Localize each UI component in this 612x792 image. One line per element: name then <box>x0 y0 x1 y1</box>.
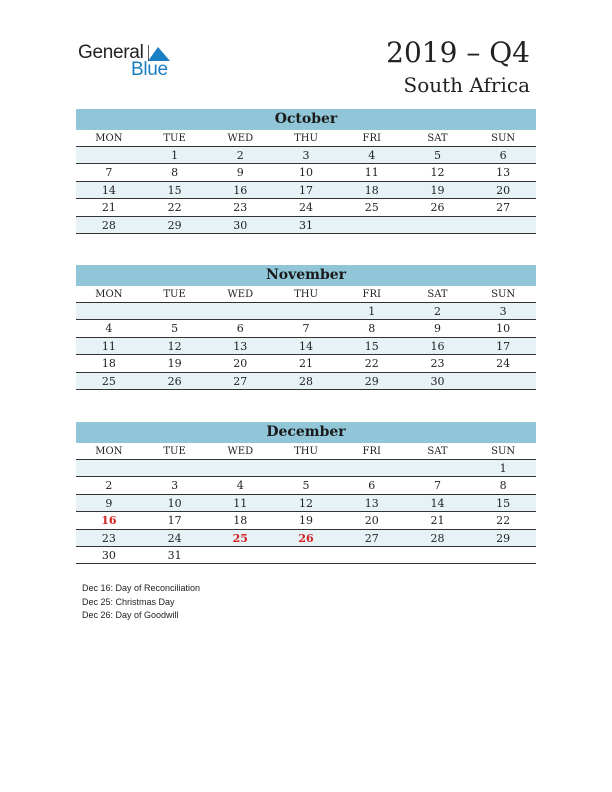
date-cell: 28 <box>430 531 445 545</box>
weekday-label: SAT <box>427 289 448 300</box>
date-cell: 14 <box>299 339 314 353</box>
holiday-note: Dec 26: Day of Goodwill <box>82 610 179 620</box>
holiday-notes <box>82 582 200 623</box>
generalblue-logo <box>78 42 178 82</box>
date-cell: 31 <box>167 548 182 562</box>
date-cell <box>273 303 339 319</box>
week-row <box>76 355 536 372</box>
date-cell: 15 <box>496 496 511 510</box>
week-row <box>76 164 536 181</box>
date-cell <box>207 460 273 476</box>
date-cell: 21 <box>430 514 445 528</box>
week-row <box>76 495 536 512</box>
date-cell: 13 <box>233 339 248 353</box>
weekday-label: MON <box>95 289 123 300</box>
date-cell: 2 <box>105 479 113 493</box>
date-cell: 6 <box>236 322 244 336</box>
country-name: South Africa <box>403 73 530 97</box>
week-row <box>76 512 536 529</box>
date-cell: 11 <box>101 339 116 353</box>
week-row <box>76 530 536 547</box>
date-cell: 19 <box>299 514 314 528</box>
weekday-label: WED <box>227 446 254 457</box>
date-cell: 5 <box>302 479 310 493</box>
date-cell: 8 <box>499 479 507 493</box>
week-row <box>76 373 536 390</box>
date-cell: 9 <box>236 166 244 180</box>
weekday-label: FRI <box>362 289 381 300</box>
weekday-label: MON <box>95 446 123 457</box>
date-cell: 26 <box>167 374 182 388</box>
date-cell: 11 <box>233 496 248 510</box>
date-cell: 14 <box>101 183 116 197</box>
date-cell: 29 <box>167 218 182 232</box>
date-cell: 20 <box>364 514 379 528</box>
date-cell: 7 <box>105 166 113 180</box>
weekday-label: SUN <box>491 446 516 457</box>
date-cell <box>207 303 273 319</box>
weekday-label: FRI <box>362 446 381 457</box>
weekday-header-row <box>76 286 536 303</box>
date-cell <box>273 547 339 563</box>
date-cell: 3 <box>171 479 179 493</box>
date-cell: 31 <box>299 218 314 232</box>
holiday-note: Dec 16: Day of Reconciliation <box>82 583 201 593</box>
date-cell: 14 <box>430 496 445 510</box>
weekday-label: TUE <box>163 133 186 144</box>
weekday-label: WED <box>227 289 254 300</box>
date-cell: 9 <box>105 496 113 510</box>
date-cell: 28 <box>299 374 314 388</box>
date-cell <box>339 547 405 563</box>
week-row <box>76 320 536 337</box>
date-cell: 4 <box>105 322 113 336</box>
date-cell: 24 <box>299 201 314 215</box>
date-cell: 12 <box>299 496 314 510</box>
holiday-date-cell: 26 <box>298 531 314 545</box>
date-cell: 15 <box>167 183 182 197</box>
date-cell: 10 <box>167 496 182 510</box>
month-title: October <box>76 109 536 130</box>
date-cell <box>76 303 142 319</box>
week-row <box>76 182 536 199</box>
date-cell: 16 <box>430 339 445 353</box>
date-cell: 18 <box>233 514 248 528</box>
date-cell: 4 <box>368 149 376 162</box>
month-october <box>76 109 536 234</box>
date-cell: 21 <box>101 201 116 215</box>
date-cell: 9 <box>433 322 441 336</box>
month-title: December <box>76 422 536 443</box>
date-cell: 13 <box>496 166 511 180</box>
date-cell: 12 <box>430 166 445 180</box>
date-cell: 18 <box>364 183 379 197</box>
holiday-note: Dec 25: Christmas Day <box>82 596 175 607</box>
week-row <box>76 217 536 234</box>
date-cell: 27 <box>496 201 511 215</box>
date-cell <box>273 460 339 476</box>
weekday-header-row <box>76 443 536 460</box>
weekday-label: WED <box>227 133 254 144</box>
date-cell: 17 <box>299 183 314 197</box>
date-cell <box>405 547 471 563</box>
weekday-label: THU <box>294 446 318 457</box>
weekday-label: MON <box>95 133 123 144</box>
date-cell: 10 <box>299 166 314 180</box>
month-title: November <box>76 265 536 286</box>
date-cell <box>76 147 142 163</box>
weekday-label: SUN <box>491 133 516 144</box>
date-cell: 5 <box>433 149 441 162</box>
date-cell: 5 <box>171 322 179 336</box>
date-cell <box>470 373 536 389</box>
date-cell: 19 <box>430 183 445 197</box>
date-cell: 20 <box>496 183 511 197</box>
date-cell: 17 <box>167 514 182 528</box>
date-cell: 7 <box>302 322 310 336</box>
date-cell: 20 <box>233 357 248 371</box>
date-cell: 6 <box>499 149 507 162</box>
weekday-label: SAT <box>427 133 448 144</box>
date-cell: 1 <box>499 462 507 475</box>
week-row <box>76 199 536 216</box>
date-cell: 22 <box>364 357 379 371</box>
date-cell: 2 <box>236 149 244 162</box>
month-november <box>76 265 536 390</box>
date-cell: 30 <box>101 548 116 562</box>
date-cell: 21 <box>299 357 314 371</box>
date-cell <box>142 460 208 476</box>
date-cell <box>207 547 273 563</box>
weekday-label: THU <box>294 133 318 144</box>
date-cell: 23 <box>233 201 248 215</box>
date-cell: 7 <box>433 479 441 493</box>
logo-text-blue: Blue <box>131 59 168 80</box>
date-cell: 22 <box>167 201 182 215</box>
date-cell: 26 <box>430 201 445 215</box>
date-cell: 15 <box>364 339 379 353</box>
week-row <box>76 303 536 320</box>
weekday-label: TUE <box>163 289 186 300</box>
date-cell <box>470 547 536 563</box>
date-cell: 30 <box>430 374 445 388</box>
date-cell: 27 <box>364 531 379 545</box>
week-row <box>76 460 536 477</box>
page-title: 2019 – Q4 <box>386 36 530 69</box>
date-cell: 1 <box>368 305 376 318</box>
weekday-label: FRI <box>362 133 381 144</box>
date-cell: 22 <box>496 514 511 528</box>
date-cell: 8 <box>368 322 376 336</box>
week-row <box>76 338 536 355</box>
week-row <box>76 477 536 494</box>
date-cell: 25 <box>101 374 116 388</box>
weekday-label: THU <box>294 289 318 300</box>
weekday-header-row <box>76 130 536 147</box>
date-cell <box>142 303 208 319</box>
logo-text-general: General <box>78 42 144 63</box>
date-cell: 28 <box>101 218 116 232</box>
week-row <box>76 547 536 564</box>
date-cell: 23 <box>430 357 445 371</box>
date-cell: 27 <box>233 374 248 388</box>
date-cell: 2 <box>433 305 441 318</box>
date-cell: 29 <box>364 374 379 388</box>
date-cell: 4 <box>236 479 244 493</box>
weekday-label: TUE <box>163 446 186 457</box>
date-cell: 17 <box>496 339 511 353</box>
date-cell <box>339 217 405 233</box>
date-cell: 24 <box>496 357 511 371</box>
date-cell: 1 <box>171 149 179 162</box>
weekday-label: SUN <box>491 289 516 300</box>
holiday-date-cell: 16 <box>101 514 117 528</box>
date-cell: 12 <box>167 339 182 353</box>
date-cell <box>470 217 536 233</box>
date-cell: 18 <box>101 357 116 371</box>
date-cell <box>339 460 405 476</box>
month-december <box>76 422 536 564</box>
date-cell: 10 <box>496 322 511 336</box>
date-cell: 3 <box>302 149 310 162</box>
date-cell: 23 <box>101 531 116 545</box>
date-cell: 19 <box>167 357 182 371</box>
date-cell: 11 <box>364 166 379 180</box>
date-cell: 8 <box>171 166 179 180</box>
weekday-label: SAT <box>427 446 448 457</box>
date-cell <box>405 460 471 476</box>
week-row <box>76 147 536 164</box>
date-cell: 3 <box>499 305 507 318</box>
date-cell: 6 <box>368 479 376 493</box>
date-cell: 24 <box>167 531 182 545</box>
date-cell: 25 <box>364 201 379 215</box>
date-cell <box>76 460 142 476</box>
date-cell: 13 <box>364 496 379 510</box>
holiday-date-cell: 25 <box>232 531 248 545</box>
date-cell: 29 <box>496 531 511 545</box>
date-cell: 30 <box>233 218 248 232</box>
date-cell: 16 <box>233 183 248 197</box>
date-cell <box>405 217 471 233</box>
